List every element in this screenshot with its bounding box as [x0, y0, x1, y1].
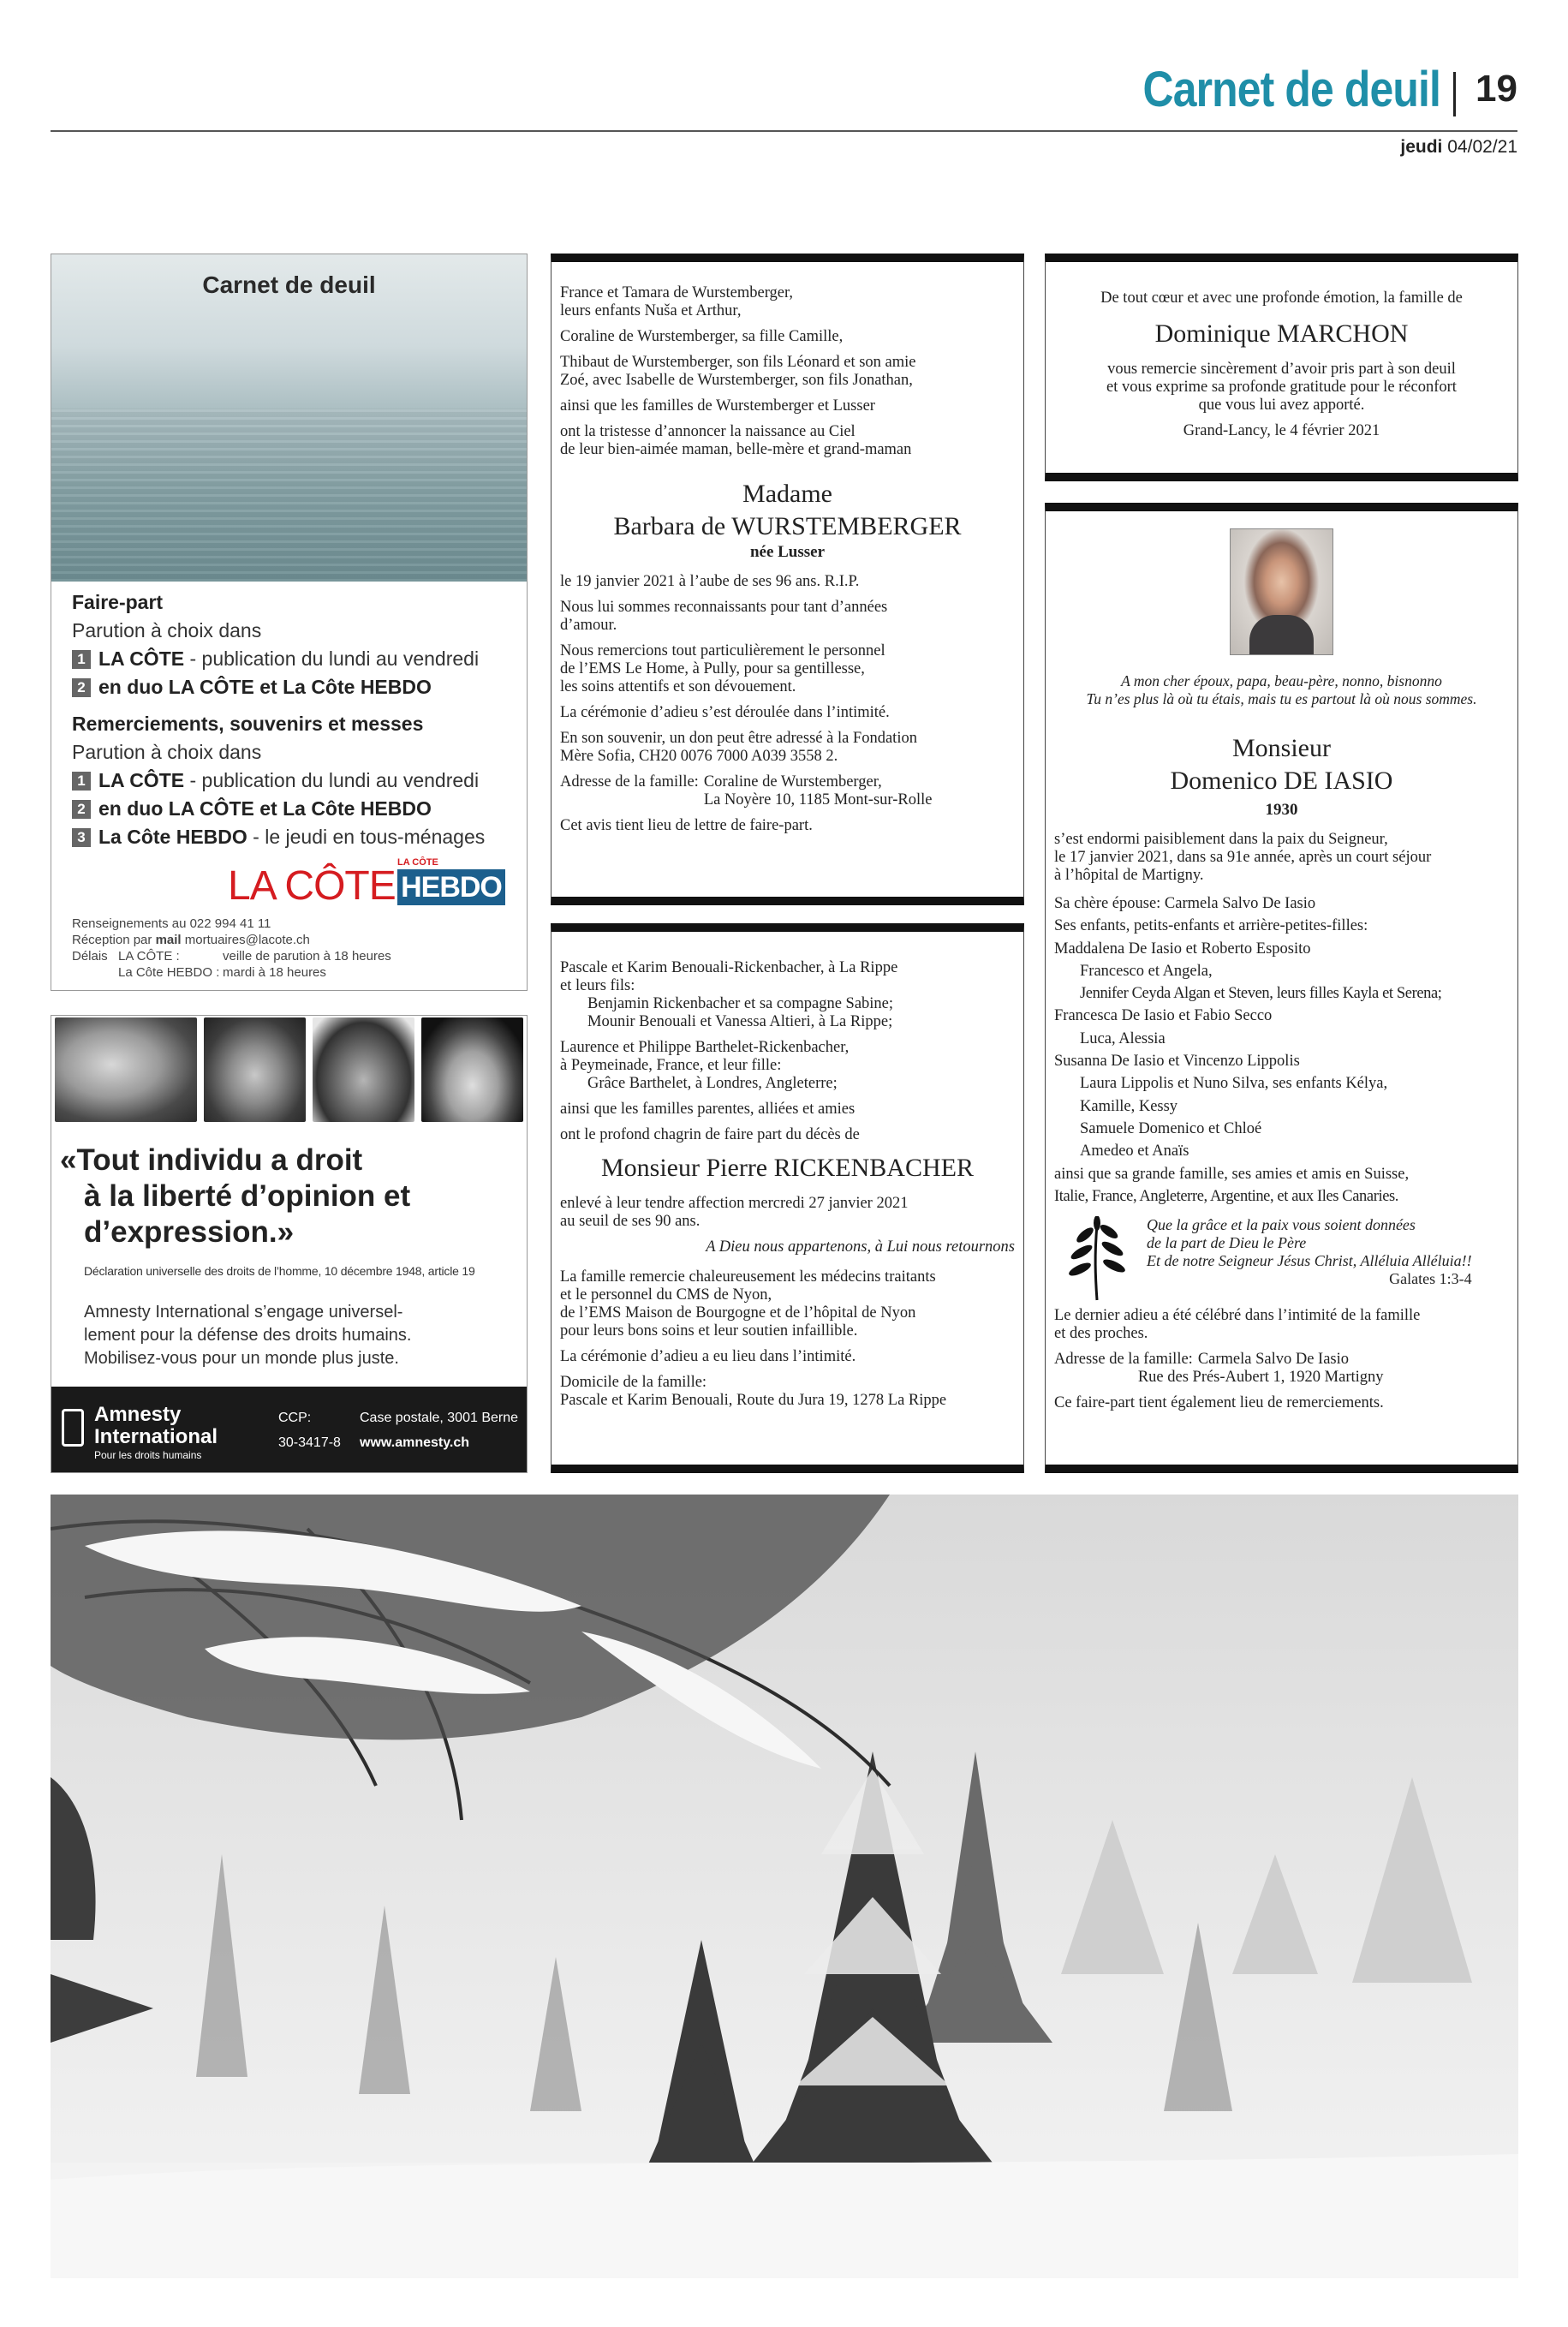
option-number: 3: [72, 828, 91, 847]
remerciements-option: [72, 795, 511, 823]
option-bold: en duo LA CÔTE et La Côte HEBDO: [98, 676, 432, 698]
text-line: enlevé à leur tendre affection mercredi 27 janvier 2021: [560, 1195, 909, 1212]
quote-line: à la liberté d’opinion et: [84, 1179, 411, 1213]
option-number: 1: [72, 650, 91, 669]
hebdo-logo-superscript: LA CÔTE: [397, 857, 438, 868]
pitch-line: Mobilisez-vous pour un monde plus juste.: [84, 1349, 399, 1368]
deceased-portrait: [1230, 528, 1333, 655]
address-label: Adresse de la famille:: [560, 773, 699, 791]
birth-year: 1930: [1265, 801, 1298, 819]
text-line: ainsi que les familles parentes, alliées et amies: [560, 1101, 856, 1118]
text-line: Tu n’es plus là où tu étais, mais tu es partout là où nous sommes.: [1086, 690, 1477, 707]
text-line: Domicile de la famille:: [560, 1374, 707, 1391]
text-line: de l’EMS Maison de Bourgogne et de l’hôpital de Nyon: [560, 1304, 916, 1322]
text-line: Zoé, avec Isabelle de Wurstemberger, son fils Jonathan,: [560, 372, 913, 389]
deceased-name: Dominique MARCHON: [1154, 319, 1409, 348]
family-address: [560, 773, 1015, 809]
blessing-text: [1138, 1216, 1472, 1302]
family-member-line: ainsi que sa grande famille, ses amies et amis en Suisse,: [1054, 1165, 1410, 1183]
family-member-line: Italie, France, Angleterre, Argentine, et aux Iles Canaries.: [1054, 1187, 1399, 1205]
ccp-number: 30-3417-8: [278, 1435, 341, 1450]
family-member-line: Amedeo et Anaïs: [1080, 1143, 1189, 1161]
family-member-line: Luca, Alessia: [1080, 1029, 1166, 1047]
text-line: Grâce Barthelet, à Londres, Angleterre;: [587, 1075, 838, 1092]
family-address: [1054, 1351, 1509, 1387]
olive-branch-icon: [1054, 1216, 1138, 1302]
text-line: vous remercie sincèrement d’avoir pris part à son deuil: [1107, 361, 1456, 378]
obituary-de-iasio: [1045, 503, 1518, 1473]
option-number: 2: [72, 678, 91, 697]
text-line: Pascale et Karim Benouali, Route du Jura 19, 1278 La Rippe: [560, 1392, 947, 1409]
text-line: La famille remercie chaleureusement les médecins traitants: [560, 1268, 936, 1286]
option-rest: - publication du lundi au vendredi: [184, 647, 480, 670]
mail-word: mail: [155, 933, 182, 947]
mail-line: [72, 932, 518, 948]
portrait-photo: [204, 1017, 306, 1122]
postal-address: Case postale, 3001 Berne: [360, 1411, 519, 1425]
text-line: Coraline de Wurstemberger, sa fille Camille,: [560, 328, 844, 345]
amnesty-pitch: [84, 1301, 518, 1370]
family-member-line: Sa chère épouse: Carmela Salvo De Iasio: [1054, 895, 1316, 912]
text-line: Ce faire-part tient également lieu de remerciements.: [1054, 1394, 1384, 1412]
dateline-day: jeudi: [1400, 137, 1443, 157]
la-cote-hebdo-logo: HEBDO: [397, 869, 505, 905]
delay-row: [72, 964, 518, 981]
portrait-photo: [421, 1017, 523, 1122]
la-cote-logo: LA CÔTE: [228, 863, 396, 909]
text-line: En son souvenir, un don peut être adressé à la Fondation: [560, 730, 917, 747]
text-line: et leurs fils:: [560, 977, 635, 994]
text-line: Cet avis tient lieu de lettre de faire-part.: [560, 817, 813, 834]
option-number: 1: [72, 772, 91, 791]
delay-name: La Côte HEBDO :: [118, 965, 220, 980]
verse: A Dieu nous appartenons, à Lui nous retournons: [706, 1238, 1015, 1256]
ccp-label: CCP:: [278, 1411, 312, 1425]
portrait-photo: [55, 1017, 197, 1122]
text-line: ont la tristesse d’annoncer la naissance au Ciel: [560, 423, 856, 440]
text-line: le 19 janvier 2021 à l’aube de ses 96 ans. R.I.P.: [560, 573, 860, 590]
quote-citation: Déclaration universelle des droits de l’homme, 10 décembre 1948, article 19: [84, 1264, 475, 1278]
delays-label: Délais: [72, 949, 108, 964]
ccp-info: [278, 1405, 341, 1455]
text-line: de l’EMS Le Home, à Pully, pour sa gentillesse,: [560, 660, 865, 677]
remerciements-option: [72, 767, 511, 795]
text-line: A mon cher époux, papa, beau-père, nonno, bisnonno: [1121, 672, 1442, 689]
address-line: La Noyère 10, 1185 Mont-sur-Rolle: [703, 791, 933, 808]
carnet-info-box: [51, 254, 528, 991]
mail-prefix: Réception par: [72, 933, 156, 947]
deceased-name: Barbara de WURSTEMBERGER: [613, 512, 962, 540]
amnesty-ad: [51, 1015, 528, 1473]
text-line: Nous remercions tout particulièrement le personnel: [560, 642, 885, 659]
deceased-title: Monsieur: [1232, 734, 1331, 762]
delay-value: mardi à 18 heures: [223, 965, 326, 980]
maiden-name: née Lusser: [749, 543, 826, 561]
option-bold: La Côte HEBDO: [98, 826, 247, 848]
text-line: Mounir Benouali et Vanessa Altieri, à La Rippe;: [587, 1013, 893, 1030]
amnesty-quote: [60, 1143, 520, 1250]
text-line: et des proches.: [1054, 1325, 1148, 1343]
family-member-line: Francesca De Iasio et Fabio Secco: [1054, 1007, 1273, 1025]
sea-photo: [51, 254, 527, 582]
obituary-rickenbacher: [551, 923, 1024, 1473]
text-line: Laurence et Philippe Barthelet-Rickenbacher,: [560, 1039, 850, 1056]
text-line: Mère Sofia, CH20 0076 7000 A039 3558 2.: [560, 748, 838, 765]
option-bold: LA CÔTE: [98, 647, 185, 670]
text-line: leurs enfants Nuša et Arthur,: [560, 302, 742, 319]
remerciements-intro: Parution à choix dans: [72, 741, 262, 763]
delay-row: [72, 948, 518, 964]
logo-line: Amnesty: [94, 1403, 182, 1426]
text-line: France et Tamara de Wurstemberger,: [560, 284, 794, 301]
blessing: [1054, 1216, 1509, 1302]
text-line: que vous lui avez apporté.: [1198, 397, 1365, 414]
family-member-line: Maddalena De Iasio et Roberto Esposito: [1054, 940, 1311, 958]
text-line: Benjamin Rickenbacher et sa compagne Sabine;: [587, 995, 894, 1012]
faire-part-heading: Faire-part: [72, 591, 164, 613]
text-line: ont le profond chagrin de faire part du décès de: [560, 1126, 860, 1143]
deceased-name: Domenico DE IASIO: [1170, 767, 1393, 795]
family-member-line: Ses enfants, petits-enfants et arrière-petites-filles:: [1054, 917, 1368, 935]
deceased-title: Madame: [742, 480, 832, 508]
info-box-title: Carnet de deuil: [202, 271, 376, 298]
text-line: pour leurs bons soins et leur soutien infaillible.: [560, 1322, 858, 1340]
thanks-notice-marchon: [1045, 254, 1518, 481]
text-line: Nous lui sommes reconnaissants pour tant d’années: [560, 599, 888, 616]
option-rest: - le jeudi en tous-ménages: [247, 826, 486, 848]
text-line: La cérémonie d’adieu s’est déroulée dans l’intimité.: [560, 704, 890, 721]
family-member-line: Francesco et Angela,: [1080, 962, 1213, 980]
family-member-line: Laura Lippolis et Nuno Silva, ses enfants Kélya,: [1080, 1075, 1388, 1093]
faire-part-option: [72, 645, 511, 673]
text-line: les soins attentifs et son dévouement.: [560, 678, 796, 695]
family-member-line: Susanna De Iasio et Vincenzo Lippolis: [1054, 1053, 1300, 1071]
faire-part-option: [72, 673, 511, 701]
text-line: Thibaut de Wurstemberger, son fils Léonard et son amie: [560, 354, 916, 371]
text-line: à l’hôpital de Martigny.: [1054, 867, 1204, 884]
amnesty-footer-bar: [51, 1387, 527, 1472]
amnesty-logo-name: [94, 1404, 218, 1448]
delay-name: LA CÔTE :: [118, 949, 180, 964]
text-line: Pascale et Karim Benouali-Rickenbacher, à La Rippe: [560, 959, 898, 976]
text-line: au seuil de ses 90 ans.: [560, 1213, 701, 1230]
option-number: 2: [72, 800, 91, 819]
pitch-line: Amnesty International s’engage universel-: [84, 1303, 403, 1322]
family-member-line: Samuele Domenico et Chloé: [1080, 1119, 1262, 1137]
address-value: [1137, 1351, 1384, 1387]
address-line: Rue des Prés-Aubert 1, 1920 Martigny: [1137, 1369, 1384, 1387]
address-line: Coraline de Wurstemberger,: [703, 773, 882, 791]
text-line: de leur bien-aimée maman, belle-mère et grand-maman: [560, 441, 912, 458]
address-line: Carmela Salvo De Iasio: [1197, 1351, 1350, 1369]
snowy-forest-photo: [51, 1495, 1518, 2278]
page-number: 19: [1476, 68, 1517, 110]
text-line: le 17 janvier 2021, dans sa 91e année, après un court séjour: [1054, 849, 1432, 866]
phone-line: Renseignements au 022 994 41 11: [72, 916, 271, 931]
faire-part-intro: Parution à choix dans: [72, 619, 262, 641]
place-date: Grand-Lancy, le 4 février 2021: [1183, 422, 1380, 439]
amnesty-subtitle: Pour les droits humains: [94, 1449, 202, 1461]
website: www.amnesty.ch: [360, 1435, 470, 1450]
deceased-name: Monsieur Pierre RICKENBACHER: [601, 1154, 974, 1182]
delay-value: veille de parution à 18 heures: [223, 949, 391, 964]
amnesty-contact: [360, 1405, 518, 1455]
text-line: de la part de Dieu le Père: [1147, 1234, 1307, 1252]
text-line: Que la grâce et la paix vous soient données: [1147, 1216, 1416, 1234]
snow-forest-illustration: [51, 1495, 1518, 2278]
family-member-line: Jennifer Ceyda Algan et Steven, leurs filles Kayla et Serena;: [1080, 985, 1442, 1003]
section-title: Carnet de deuil: [1142, 62, 1440, 117]
option-bold: LA CÔTE: [98, 769, 185, 791]
mail-address: mortuaires@lacote.ch: [181, 933, 310, 947]
header-rule: [51, 130, 1517, 132]
portrait-strip: [51, 1016, 527, 1127]
dateline-date: 04/02/21: [1447, 137, 1517, 157]
newspaper-logos: [51, 857, 527, 912]
quote-line: d’expression.»: [84, 1215, 295, 1249]
text-line: De tout cœur et avec une profonde émotion, la famille de: [1100, 289, 1463, 307]
dateline: [1400, 137, 1517, 158]
option-rest: - publication du lundi au vendredi: [184, 769, 480, 791]
option-bold: en duo LA CÔTE et La Côte HEBDO: [98, 797, 432, 820]
candle-icon: [62, 1409, 84, 1447]
address-label: Adresse de la famille:: [1054, 1351, 1193, 1369]
quote-line: «Tout individu a droit: [60, 1143, 363, 1177]
contact-info: [72, 916, 518, 981]
address-value: [699, 773, 933, 809]
text-line: d’amour.: [560, 617, 617, 634]
info-box-body: [72, 588, 511, 851]
text-line: Le dernier adieu a été célébré dans l’intimité de la famille: [1054, 1307, 1421, 1325]
text-line: La cérémonie d’adieu a eu lieu dans l’intimité.: [560, 1348, 856, 1365]
title-separator: [1453, 72, 1456, 116]
logo-line: International: [94, 1425, 218, 1448]
text-line: Et de notre Seigneur Jésus Christ, Alléluia Alléluia!!: [1147, 1252, 1472, 1270]
portrait-photo: [313, 1017, 414, 1122]
text-line: ainsi que les familles de Wurstemberger et Lusser: [560, 397, 875, 415]
obituary-wurstemberger: [551, 254, 1024, 905]
masthead: [51, 60, 1517, 157]
bible-reference: Galates 1:3-4: [1389, 1270, 1472, 1288]
family-member-line: Kamille, Kessy: [1080, 1097, 1178, 1115]
text-line: s’est endormi paisiblement dans la paix du Seigneur,: [1054, 831, 1388, 848]
remerciements-option: [72, 823, 511, 851]
text-line: et vous exprime sa profonde gratitude pour le réconfort: [1106, 379, 1457, 396]
family-list: [1054, 892, 1509, 1208]
pitch-line: lement pour la défense des droits humains.: [84, 1326, 412, 1345]
text-line: et le personnel du CMS de Nyon,: [560, 1286, 772, 1304]
text-line: à Peymeinade, France, et leur fille:: [560, 1057, 782, 1074]
remerciements-heading: Remerciements, souvenirs et messes: [72, 713, 424, 735]
